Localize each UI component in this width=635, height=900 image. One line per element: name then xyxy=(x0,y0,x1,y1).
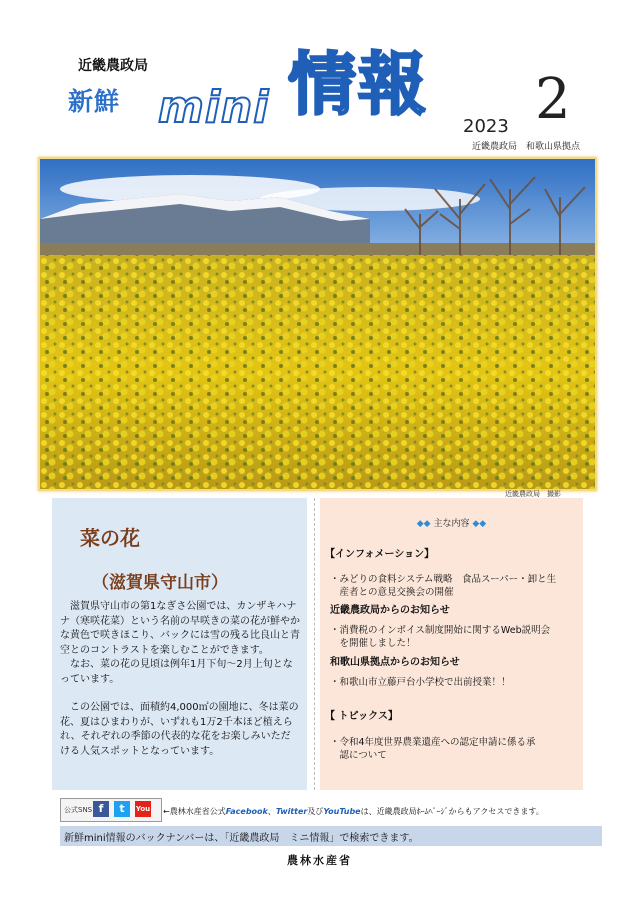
section-kinki-line-2[interactable]: を開催しました！ xyxy=(330,638,416,649)
article-para-2: なお、菜の花の見頃は例年1月下旬～2月上旬となっています。 xyxy=(60,659,293,685)
section-topics-line-2[interactable]: 認について xyxy=(330,750,387,761)
sns-label: 公式SNS xyxy=(64,806,93,814)
issue-year: 2023 xyxy=(463,116,509,137)
rapeseed-field-photo xyxy=(38,157,597,491)
facebook-icon[interactable]: f xyxy=(93,801,109,817)
youtube-link[interactable]: YouTube xyxy=(323,807,361,816)
sns-suffix: は、近畿農政局ﾎｰﾑﾍﾟｰｼﾞからもアクセスできます。 xyxy=(360,807,544,816)
sns-sep-1: 、 xyxy=(267,807,276,816)
masthead-joho: 情報 xyxy=(288,46,429,125)
publisher-sub: 近畿農政局 和歌山県拠点 xyxy=(472,142,581,152)
twitter-icon[interactable]: t xyxy=(114,801,130,817)
backnumber-text: 新鮮mini情報のバックナンバーは、「近畿農政局 ミニ情報」で検索できます。 xyxy=(64,833,419,844)
section-info-line-1[interactable]: ・みどりの食料システム戦略 食品スーパー・卸と生 xyxy=(330,574,557,585)
article-title: 菜の花 xyxy=(80,526,140,550)
ministry-name: 農林水産省 xyxy=(287,854,352,867)
section-info-label: 【インフォメーション】 xyxy=(325,549,435,560)
sns-sep-2: 及び xyxy=(307,807,324,816)
section-info-line-2[interactable]: 産者との意見交換会の開催 xyxy=(330,587,454,598)
youtube-icon[interactable]: You xyxy=(135,801,151,817)
section-topics-label: 【 トピックス】 xyxy=(325,711,398,722)
article-para-3: この公園では、面積約4,000㎡の園地に、冬は菜の花、夏はひまわりが、いずれも1万2千本ほど植えられ、それぞれの季節の代表的な花をお楽しみいただける人気スポットとなっています。 xyxy=(60,702,299,757)
issue-month: 2 xyxy=(535,67,571,132)
masthead-mini: mini xyxy=(158,82,270,133)
article-body xyxy=(60,600,300,759)
article-para-1: 滋賀県守山市の第1なぎさ公園では、カンザキハナナ（寒咲花菜）という名前の早咲きの菜の花が鮮やかな黄色で咲きほこり、バックには雪の残る比良山と青空とのコントラストを楽しむことができます。 xyxy=(60,601,300,656)
section-wakayama-line-1[interactable]: ・和歌山市立藤戸台小学校で出前授業！！ xyxy=(330,677,511,688)
diamond-icon-right: ◆◆ xyxy=(472,519,487,529)
contents-heading-label: 主な内容 xyxy=(433,519,470,529)
section-kinki-line-1[interactable]: ・消費税のインボイス制度開始に関するWeb説明会 xyxy=(330,625,551,636)
photo-credit: 近畿農政局 撮影 xyxy=(505,490,561,498)
section-kinki-label: 近畿農政局からのお知らせ xyxy=(330,605,450,616)
sns-text xyxy=(163,806,544,817)
column-divider xyxy=(314,498,315,790)
twitter-link[interactable]: Twitter xyxy=(275,807,308,816)
facebook-link[interactable]: Facebook xyxy=(225,807,268,816)
diamond-icon-left: ◆◆ xyxy=(416,519,431,529)
masthead-fresh: 新鮮 xyxy=(68,87,121,116)
article-subtitle: （滋賀県守山市） xyxy=(92,573,228,593)
section-topics-line-1[interactable]: ・令和4年度世界農業遺産への認定申請に係る承 xyxy=(330,737,536,748)
section-wakayama-label: 和歌山県拠点からのお知らせ xyxy=(330,657,460,668)
photo-illustration xyxy=(40,159,595,489)
org-name: 近畿農政局 xyxy=(78,58,148,74)
sns-prefix: ←農林水産省公式 xyxy=(163,807,226,816)
contents-heading xyxy=(320,516,583,529)
